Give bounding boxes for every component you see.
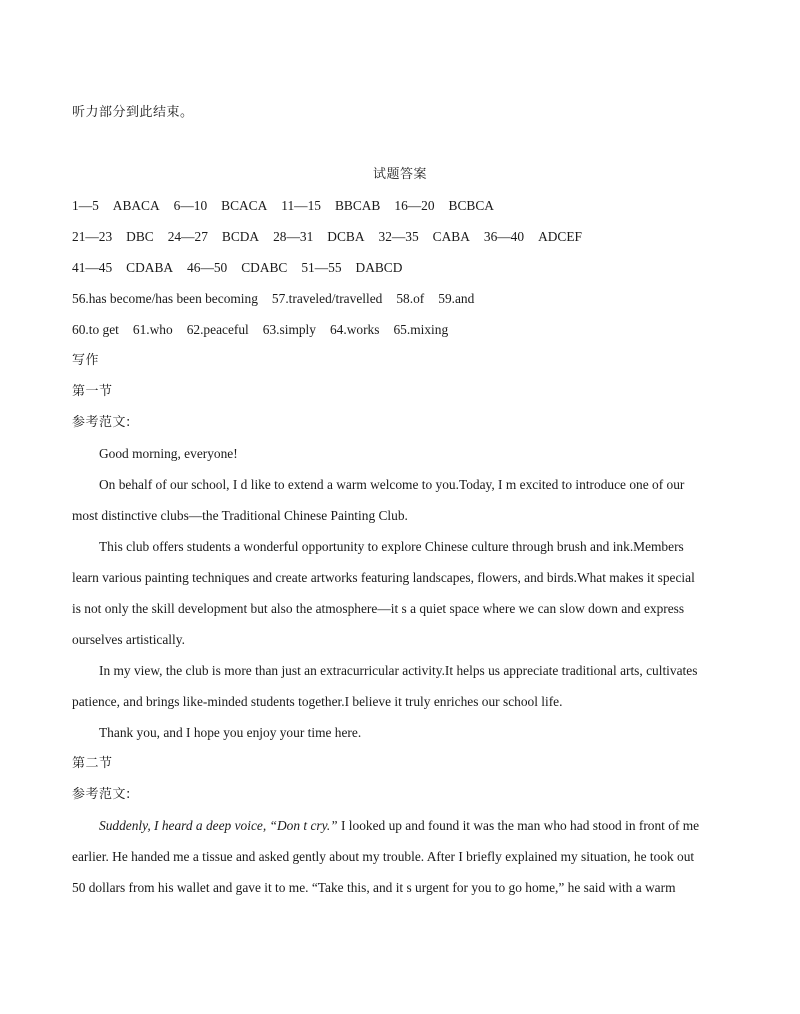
story-line: earlier. He handed me a tissue and asked gently about my trouble. After I briefly explained my situation, he took out [72,849,695,864]
writing-heading: 写作 [72,353,100,368]
fill-answer: 62.peaceful [186,322,249,337]
answer-key: DCBA [327,229,365,244]
section1-heading: 第一节 [72,384,113,399]
range-label: 51—55 [301,260,342,275]
answer-key: DABCD [355,260,403,275]
range-label: 24—27 [167,229,208,244]
fill-answer: 59.and [438,291,475,306]
answer-key: CDABC [241,260,288,275]
fill-answer: 56.has become/has been becoming [72,291,258,306]
section1-ref-label: 参考范文: [72,415,131,430]
section2-ref-label: 参考范文: [72,787,131,802]
fill-answer: 65.mixing [393,322,449,337]
range-label: 6—10 [173,198,208,213]
answer-key: CABA [432,229,470,244]
answer-key: BCBCA [448,198,494,213]
mc-answer-row [72,197,494,215]
fill-answer: 61.who [132,322,173,337]
range-label: 1—5 [72,198,99,213]
fill-answer-row [72,290,474,308]
answer-key: BBCAB [334,198,381,213]
essay-line: In my view, the club is more than just an extracurricular activity.It helps us appreciate traditional arts, cultivates [99,663,698,678]
answer-key: ABACA [112,198,160,213]
section2-heading: 第二节 [72,756,113,771]
mc-answer-row [72,228,582,246]
range-label: 46—50 [187,260,228,275]
story-given-opening: Suddenly, I heard a deep voice, “Don t cry.” [99,818,338,833]
range-label: 11—15 [281,198,321,213]
story-line: 50 dollars from his wallet and gave it to me. “Take this, and it s urgent for you to go home,” he said with a warm [72,880,676,895]
range-label: 16—20 [394,198,435,213]
answer-key: ADCEF [538,229,582,244]
essay-line: This club offers students a wonderful opportunity to explore Chinese culture through brush and ink.Members [99,539,684,554]
fill-answer: 63.simply [262,322,316,337]
answer-key: CDABA [126,260,174,275]
answers-title: 试题答案 [372,167,427,182]
fill-answer-row [72,321,448,339]
answer-key: BCDA [221,229,260,244]
essay-line: ourselves artistically. [72,632,185,647]
essay-line: learn various painting techniques and create artworks featuring landscapes, flowers, and birds.What makes it special [72,570,695,585]
story-continuation: I looked up and found it was the man who had stood in front of me [337,818,700,833]
fill-answer: 60.to get [72,322,119,337]
answer-key: BCACA [221,198,268,213]
answer-key: DBC [126,229,154,244]
range-label: 32—35 [378,229,419,244]
range-label: 21—23 [72,229,113,244]
story-line [99,817,699,835]
essay-line: is not only the skill development but also the atmosphere—it s a quiet space where we can slow down and express [72,601,685,616]
listening-end-note: 听力部分到此结束。 [72,105,194,120]
fill-answer: 57.traveled/travelled [271,291,383,306]
fill-answer: 64.works [329,322,380,337]
range-label: 36—40 [483,229,525,244]
essay-line: On behalf of our school, I d like to extend a warm welcome to you.Today, I m excited to introduce one of our [99,477,685,492]
fill-answer: 58.of [396,291,425,306]
essay-greeting: Good morning, everyone! [99,446,238,461]
range-label: 28—31 [273,229,314,244]
range-label: 41—45 [72,260,113,275]
essay-line: most distinctive clubs—the Traditional Chinese Painting Club. [72,508,408,523]
essay-closing: Thank you, and I hope you enjoy your time here. [99,725,362,740]
mc-answer-row [72,259,402,277]
essay-line: patience, and brings like-minded students together.I believe it truly enriches our school life. [72,694,563,709]
